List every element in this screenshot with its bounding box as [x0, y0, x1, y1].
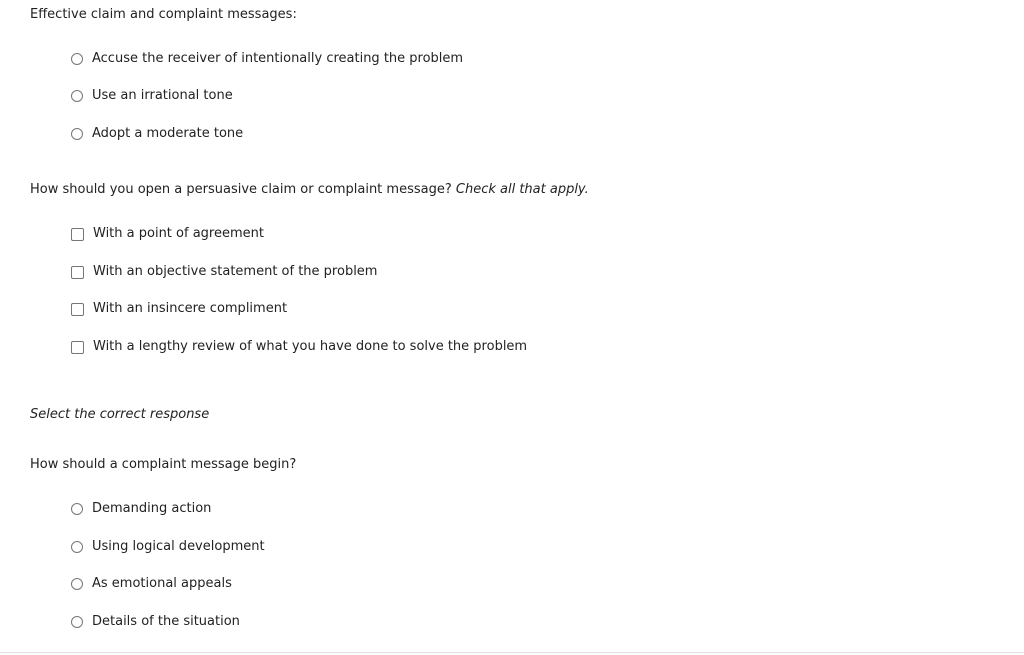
- question-2-hint: Check all that apply.: [455, 182, 589, 197]
- radio-button[interactable]: [71, 128, 83, 140]
- radio-button[interactable]: [71, 541, 83, 553]
- instruction-text: Select the correct response: [30, 407, 210, 422]
- q3-option-logical-development[interactable]: [71, 539, 265, 555]
- radio-button[interactable]: [71, 503, 83, 515]
- option-label: Using logical development: [92, 539, 265, 554]
- q2-option-point-of-agreement[interactable]: [71, 226, 264, 242]
- q1-option-moderate-tone[interactable]: [71, 126, 243, 142]
- radio-button[interactable]: [71, 578, 83, 590]
- option-label: With a lengthy review of what you have done to solve the problem: [93, 339, 528, 354]
- checkbox[interactable]: [71, 228, 84, 241]
- question-2-text: How should you open a persuasive claim or complaint message?: [30, 182, 452, 197]
- q3-option-emotional-appeals[interactable]: [71, 576, 232, 592]
- q2-option-objective-statement[interactable]: [71, 264, 377, 280]
- option-label: With an insincere compliment: [93, 301, 288, 316]
- question-3-prompt: How should a complaint message begin?: [30, 457, 297, 472]
- option-label: With an objective statement of the problem: [93, 264, 378, 279]
- radio-button[interactable]: [71, 616, 83, 628]
- q3-option-details-of-situation[interactable]: [71, 614, 240, 630]
- option-label: With a point of agreement: [93, 226, 264, 241]
- checkbox[interactable]: [71, 266, 84, 279]
- radio-button[interactable]: [71, 90, 83, 102]
- option-label: Accuse the receiver of intentionally creating the problem: [92, 51, 464, 66]
- checkbox[interactable]: [71, 341, 84, 354]
- q1-option-accuse[interactable]: [71, 51, 463, 67]
- option-label: As emotional appeals: [92, 576, 232, 591]
- radio-button[interactable]: [71, 53, 83, 65]
- option-label: Use an irrational tone: [92, 88, 233, 103]
- q1-option-irrational-tone[interactable]: [71, 88, 233, 104]
- q2-option-insincere-compliment[interactable]: [71, 301, 287, 317]
- question-1-prompt: Effective claim and complaint messages:: [30, 7, 297, 22]
- checkbox[interactable]: [71, 303, 84, 316]
- q3-option-demanding-action[interactable]: [71, 501, 211, 517]
- bottom-divider: [0, 652, 1024, 653]
- option-label: Details of the situation: [92, 614, 240, 629]
- option-label: Adopt a moderate tone: [92, 126, 244, 141]
- question-2-prompt: [30, 182, 589, 198]
- option-label: Demanding action: [92, 501, 212, 516]
- q2-option-lengthy-review[interactable]: [71, 339, 527, 355]
